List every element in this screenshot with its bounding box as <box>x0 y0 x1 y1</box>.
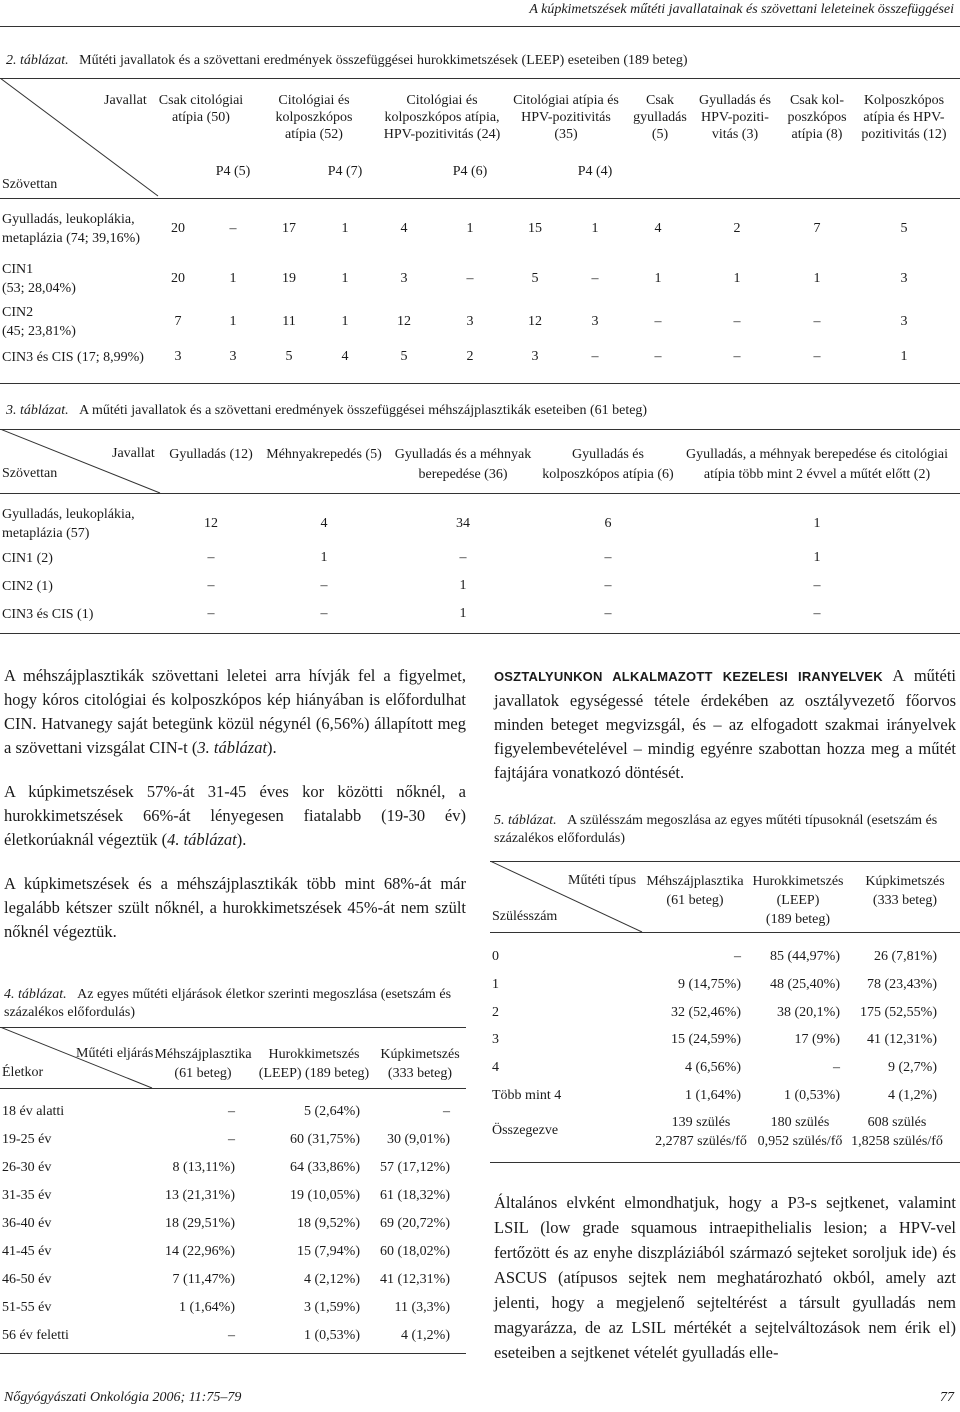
journal-citation: Nőgyógyászati Onkológia 2006; 11:75–79 <box>4 1390 242 1405</box>
table3-cell: 1 <box>459 578 467 593</box>
table4-cell: 60 (18,02%) <box>380 1244 450 1259</box>
table2-cell: 3 <box>591 314 599 329</box>
table5-col-header-line: (61 beteg) <box>666 893 724 908</box>
table3-corner-bottom: Szövettan <box>2 466 58 481</box>
table2-cell: 2 <box>733 221 741 236</box>
table3-col-header <box>395 445 531 485</box>
table3-cell: – <box>320 606 328 621</box>
table4-cell: 3 (1,59%) <box>304 1300 360 1315</box>
table3-col-header-line: Gyulladás, a méhnyak berepedése és citológiai <box>685 447 949 462</box>
table3-row-label <box>2 505 135 543</box>
table3-cell: 34 <box>456 516 470 531</box>
table3-cell: – <box>604 578 612 593</box>
table4-row-label: 36-40 év <box>2 1216 52 1231</box>
table3-cell: – <box>813 578 821 593</box>
table4-col-header-line: (LEEP) (189 beteg) <box>258 1066 370 1081</box>
table4 <box>0 1027 466 1353</box>
table2-corner-bottom: Szövettan <box>2 177 58 192</box>
table2-cell: 2 <box>466 349 474 364</box>
table5-caption-text: A szülésszám megoszlása az egyes műtéti típusoknál (esetszám és százalékos előfordulás) <box>494 813 938 846</box>
table5-col-header-line: Kúpkimetszés <box>865 874 945 889</box>
table2-row-label-line: (45; 23,81%) <box>2 324 76 339</box>
table4-cell: 19 (10,05%) <box>290 1188 360 1203</box>
table2-col-header-line: kolposzkópos atípia, <box>384 110 500 125</box>
table2-cell: 4 <box>400 221 408 236</box>
table2-cell: 1 <box>341 221 349 236</box>
table3-row-label <box>2 549 53 568</box>
table5-cell: 32 (52,46%) <box>671 1005 741 1020</box>
table2-caption <box>6 52 956 70</box>
table5-cell: – <box>734 949 741 964</box>
table2-col-header-line: Csak citológiai <box>158 93 244 108</box>
table5-head-rule <box>490 932 960 933</box>
table3 <box>0 429 960 633</box>
table4-cell: 30 (9,01%) <box>387 1132 450 1147</box>
table4-bottom-rule <box>0 1353 466 1354</box>
table5-col-header-line: (189 beteg) <box>765 912 831 927</box>
table4-cell: 14 (22,96%) <box>165 1244 235 1259</box>
table4-cell: 64 (33,86%) <box>290 1160 360 1175</box>
table2-col-header <box>159 92 243 126</box>
table2-col-header-line: (5) <box>651 127 669 142</box>
table3-bottom-rule <box>0 633 960 634</box>
table2-cell: 1 <box>654 271 662 286</box>
table3-col-header-line: Gyulladás (12) <box>169 447 253 462</box>
table3-col-header-line: Méhnyakrepedés (5) <box>266 447 382 462</box>
table2-col-header <box>276 92 353 143</box>
table2-cell: 12 <box>528 314 542 329</box>
table2-col-header-line: Gyulladás és <box>699 93 771 108</box>
table5-row-label: 3 <box>492 1032 499 1047</box>
table4-cell: – <box>228 1132 235 1147</box>
table5-label: 5. táblázat. <box>494 813 557 828</box>
table2-cell: – <box>591 349 599 364</box>
table5 <box>490 861 960 1162</box>
table2-col-header-line: Citológiai és <box>278 93 350 108</box>
table3-row-label <box>2 605 93 624</box>
left-column-text <box>4 664 466 964</box>
table2-cell: 20 <box>171 221 185 236</box>
table2-row-label-line: metaplázia (74; 39,16%) <box>2 231 141 246</box>
table2-col-header-line: Kolposzkópos <box>863 93 945 108</box>
table3-row-label-line: CIN2 (1) <box>2 579 53 594</box>
table2-col-header-line: kolposzkópos <box>275 110 353 125</box>
table2-col-header-line: poszkópos <box>787 110 847 125</box>
table2-caption-text: Műtéti javallatok és a szövettani eredmények összefüggései hurokkimetszések (LEEP) eseteiben (189 beteg) <box>79 53 688 68</box>
table3-row-label-line: CIN3 és CIS (1) <box>2 607 94 622</box>
table2-col-header-line: HPV-pozitivitás (24) <box>383 127 501 142</box>
table3-cell: 1 <box>320 550 328 565</box>
table4-row-label: 31-35 év <box>2 1188 52 1203</box>
table4-cell: 41 (12,31%) <box>380 1272 450 1287</box>
table3-col-header <box>266 445 381 465</box>
table2-cell: 1 <box>341 271 349 286</box>
table2-cell: – <box>733 314 741 329</box>
table5-row-label: Összegezve <box>492 1123 559 1138</box>
table4-label: 4. táblázat. <box>4 987 67 1002</box>
table2-cell: – <box>813 314 821 329</box>
left-paragraph-2: A kúpkimetszések 57%-át 31-45 éves kor közötti nőknél, a hurokkimetszések 66%-át lényegesen fiatalabb (19-30 év) életkorúaknál végeztük (4. táblázat). <box>4 782 466 849</box>
table2-cell: – <box>466 271 474 286</box>
table2-row-label <box>2 260 76 298</box>
table4-cell: 13 (21,31%) <box>165 1188 235 1203</box>
table5-cell: 4 (6,56%) <box>685 1060 741 1075</box>
table3-col-header <box>542 445 673 485</box>
table4-cell: 1 (1,64%) <box>179 1300 235 1315</box>
table5-cell: 1 (1,64%) <box>685 1088 741 1103</box>
table4-row-label: 41-45 év <box>2 1244 52 1259</box>
table2-cell: 7 <box>174 314 182 329</box>
table2-corner-top: Javallat <box>104 93 147 108</box>
table2-cell: – <box>813 349 821 364</box>
table2-col-header-line: gyulladás <box>633 110 687 125</box>
table4-head-rule <box>0 1088 466 1089</box>
table2-cell: 1 <box>229 314 237 329</box>
table3-cell: – <box>207 550 215 565</box>
left-paragraph-3: A kúpkimetszések és a méhszájplasztikák több mint 68%-át már legalább kétszer szült nőknél, a hurokkimetszések 45%-át nem szült nőknél végeztük. <box>4 874 466 941</box>
table4-row-label: 18 év alatti <box>2 1104 65 1119</box>
table2-cell: 1 <box>591 221 599 236</box>
table2-cell: 5 <box>531 271 539 286</box>
table2-col-header-line: atípia (52) <box>285 127 343 142</box>
table2-cell: 5 <box>400 349 408 364</box>
table4-cell: 8 (13,11%) <box>172 1160 235 1175</box>
table3-row-label <box>2 577 53 596</box>
table2-col-header-line: Citológiai és <box>406 93 478 108</box>
table4-row-label: 26-30 év <box>2 1160 52 1175</box>
table4-cell: 4 (1,2%) <box>401 1328 450 1343</box>
table3-caption-text: A műtéti javallatok és a szövettani eredmények összefüggései méhszájplasztikák eseteiben (61 beteg) <box>79 403 648 418</box>
table2-cell: 5 <box>900 221 908 236</box>
table2-bottom-rule <box>0 383 960 384</box>
table2-p4-label: P4 (5) <box>215 164 251 179</box>
table4-cell: 61 (18,32%) <box>380 1188 450 1203</box>
table4-col-header <box>259 1045 369 1083</box>
table2-cell: 3 <box>229 349 237 364</box>
table3-col-header <box>169 445 253 465</box>
table3-cell: 1 <box>459 606 467 621</box>
table3-cell: – <box>207 578 215 593</box>
table4-cell: 1 (0,53%) <box>304 1328 360 1343</box>
table2-row-label-line: Gyulladás, leukoplákia, <box>2 212 135 227</box>
table4-row-label: 51-55 év <box>2 1300 52 1315</box>
table2-col-header-line: pozitivitás (12) <box>861 127 947 142</box>
table4-row-label: 19-25 év <box>2 1132 52 1147</box>
table4-cell: 15 (7,94%) <box>297 1244 360 1259</box>
table4-corner-top: Műtéti eljárás <box>76 1046 154 1061</box>
table2-cell: 3 <box>174 349 182 364</box>
table5-cell: – <box>833 1060 840 1075</box>
table4-cell: 69 (20,72%) <box>380 1216 450 1231</box>
table3-cell: – <box>207 606 215 621</box>
table2-p4-label: P4 (4) <box>577 164 613 179</box>
table5-cell: 17 (9%) <box>794 1032 840 1047</box>
table2-cell: – <box>654 314 662 329</box>
table2-p4-label: P4 (6) <box>452 164 488 179</box>
table2-col-header <box>861 92 946 143</box>
table2-row-label-line: CIN2 <box>2 305 34 320</box>
table5-cell-line: 139 szülés <box>671 1115 731 1130</box>
table5-cell: 1 (0,53%) <box>784 1088 840 1103</box>
table2-cell: 3 <box>400 271 408 286</box>
table3-cell: – <box>604 550 612 565</box>
table4-cell: 11 (3,3%) <box>394 1300 450 1315</box>
table2-cell: – <box>229 221 237 236</box>
table2-cell: – <box>733 349 741 364</box>
table3-label: 3. táblázat. <box>6 403 69 418</box>
table2-cell: 1 <box>466 221 474 236</box>
table2-col-header-line: Csak <box>646 93 674 108</box>
table5-col-header-line: (LEEP) <box>776 893 820 908</box>
table5-cell: 41 (12,31%) <box>867 1032 937 1047</box>
table2-col-header-line: Csak kol- <box>789 93 845 108</box>
table5-corner-bottom: Szülésszám <box>492 909 558 924</box>
table2-cell: 19 <box>282 271 296 286</box>
table2-col-header-line: (35) <box>554 127 578 142</box>
page-number: 77 <box>940 1390 954 1405</box>
table3-cell: – <box>813 606 821 621</box>
table4-col-header <box>154 1045 251 1083</box>
table2-cell: 7 <box>813 221 821 236</box>
table4-cell: – <box>228 1104 235 1119</box>
guidelines-heading: OSZTALYUNKON ALKALMAZOTT KEZELESI IRANYELVEK <box>494 669 883 684</box>
left-paragraph-1: A méhszájplasztikák szövettani leletei arra hívják fel a figyelmet, hogy kóros citológiai és kolposzkópos kép hiányában is előfordulhat CIN. Hatvanegy saját betegünk közül négynél (6,56%) állapított meg a szövettani vizsgálat CIN-t (3. táblázat). <box>4 666 466 757</box>
table2-row-label-line: (53; 28,04%) <box>2 281 76 296</box>
table3-cell: – <box>459 550 467 565</box>
table2-cell: 20 <box>171 271 185 286</box>
table3-col-header <box>686 445 948 485</box>
table5-cell-line: 608 szülés <box>867 1115 927 1130</box>
running-title: A kúpkimetszések műtéti javallatainak és szövettani leleteinek összefüggései <box>529 2 954 17</box>
right-paragraph-2: Általános elvként elmondhatjuk, hogy a P3-s sejtkenet, valamint LSIL (low grade squamous intraepithelialis lesion; a HPV-vel fertőzött és az enyhe diszpláziából származó sejteket soroljuk ide) és ASCUS (atípusos sejtek nem meghatározható okból, amely azt jelenti, hogy a megjelenő sejteltérést a társult gyulladás nem magyarázza, de az LSIL mértékét a sejtelváltozások nem érik el) eseteiben a sejtkenet vételét gyulladás elle- <box>494 1193 956 1362</box>
table2-row-label <box>2 348 144 367</box>
table5-cell: 9 (14,75%) <box>678 977 741 992</box>
table3-corner-top: Javallat <box>112 446 155 461</box>
table5-cell: 15 (24,59%) <box>671 1032 741 1047</box>
table3-caption <box>6 402 956 420</box>
table5-col-header <box>753 872 844 929</box>
table4-reference: 4. táblázat <box>167 830 237 849</box>
table5-row-label: Több mint 4 <box>492 1088 562 1103</box>
table4-row-label: 46-50 év <box>2 1272 52 1287</box>
table3-cell: – <box>320 578 328 593</box>
table3-cell: 1 <box>813 516 821 531</box>
table5-cell: 26 (7,81%) <box>874 949 937 964</box>
table5-corner-top: Műtéti típus <box>568 873 637 888</box>
table2-cell: 3 <box>531 349 539 364</box>
table4-cell: – <box>228 1328 235 1343</box>
table4-cell: 60 (31,75%) <box>290 1132 360 1147</box>
table4-caption-text: Az egyes műtéti eljárások életkor szerinti megoszlása (esetszám és százalékos előfordulás) <box>4 987 452 1020</box>
table5-cell <box>758 1113 843 1151</box>
table4-cell: – <box>443 1104 450 1119</box>
table3-head-rule <box>0 493 960 494</box>
table2-col-header-line: vitás (3) <box>711 127 759 142</box>
table5-cell <box>655 1113 747 1151</box>
table2-cell: – <box>591 271 599 286</box>
table5-col-header <box>646 872 743 910</box>
table4-col-header <box>380 1045 459 1083</box>
table2-cell: 4 <box>654 221 662 236</box>
table4-cell: 7 (11,47%) <box>172 1272 235 1287</box>
table3-cell: 6 <box>604 516 612 531</box>
table2-cell: 5 <box>285 349 293 364</box>
table5-col-header-line: (333 beteg) <box>872 893 938 908</box>
table4-cell: 57 (17,12%) <box>380 1160 450 1175</box>
table3-col-header-line: kolposzkópos atípia (6) <box>542 467 674 482</box>
table2-col-header-line: HPV-poziti- <box>701 110 769 125</box>
table3-cell: – <box>604 606 612 621</box>
table2-cell: 17 <box>282 221 296 236</box>
table4-row-label: 56 év feletti <box>2 1328 69 1343</box>
table5-cell: 48 (25,40%) <box>770 977 840 992</box>
table2 <box>0 78 960 383</box>
table5-cell-line: 1,8258 szülés/fő <box>851 1134 943 1149</box>
table3-row-label-line: metaplázia (57) <box>2 526 90 541</box>
table5-row-label: 0 <box>492 949 499 964</box>
table2-label: 2. táblázat. <box>6 53 69 68</box>
table3-cell: 4 <box>320 516 328 531</box>
table5-bottom-rule <box>490 1162 960 1163</box>
table4-col-header-line: (61 beteg) <box>174 1066 232 1081</box>
table3-col-header-line: Gyulladás és a méhnyak <box>394 447 532 462</box>
table2-col-header <box>384 92 501 143</box>
table2-head-rule <box>0 198 960 199</box>
table4-cell: 4 (2,12%) <box>304 1272 360 1287</box>
table2-cell: 1 <box>813 271 821 286</box>
table5-cell-line: 180 szülés <box>770 1115 830 1130</box>
table2-cell: – <box>654 349 662 364</box>
table3-col-header-line: atípia több mint 2 évvel a műtét előtt (2) <box>703 467 931 482</box>
table2-cell: 1 <box>900 349 908 364</box>
table2-cell: 3 <box>466 314 474 329</box>
table4-cell: 18 (29,51%) <box>165 1216 235 1231</box>
table4-corner-bottom: Életkor <box>2 1065 44 1080</box>
table2-col-header-line: HPV-pozitivitás <box>521 110 611 125</box>
table5-row-label: 2 <box>492 1005 499 1020</box>
table2-col-header <box>633 92 687 143</box>
table5-cell: 78 (23,43%) <box>867 977 937 992</box>
table5-cell: 85 (44,97%) <box>770 949 840 964</box>
table2-cell: 15 <box>528 221 542 236</box>
table5-col-header-line: Méhszájplasztika <box>646 874 744 889</box>
table2-cell: 4 <box>341 349 349 364</box>
table5-col-header-line: Hurokkimetszés <box>752 874 844 889</box>
table5-cell: 38 (20,1%) <box>777 1005 840 1020</box>
table5-cell: 175 (52,55%) <box>860 1005 937 1020</box>
table5-row-label: 1 <box>492 977 499 992</box>
table2-col-header <box>513 92 619 143</box>
right-column-text <box>494 664 956 805</box>
table2-row-label <box>2 303 76 341</box>
table3-col-header-line: berepedése (36) <box>418 467 508 482</box>
table3-row-label-line: CIN1 (2) <box>2 551 53 566</box>
table5-col-header <box>865 872 944 910</box>
table2-col-header-line: atípia (50) <box>172 110 230 125</box>
table2-col-header-line: atípia (8) <box>791 127 843 142</box>
table2-row-label-line: CIN3 és CIS (17; 8,99%) <box>2 350 144 365</box>
table2-cell: 1 <box>229 271 237 286</box>
table5-row-label: 4 <box>492 1060 499 1075</box>
table2-cell: 11 <box>282 314 296 329</box>
table2-cell: 1 <box>341 314 349 329</box>
table5-cell-line: 0,952 szülés/fő <box>757 1134 843 1149</box>
table4-col-header-line: Kúpkimetszés <box>380 1047 460 1062</box>
table5-cell <box>851 1113 943 1151</box>
table4-col-header-line: Hurokkimetszés <box>268 1047 360 1062</box>
table5-cell: 4 (1,2%) <box>888 1088 937 1103</box>
table3-row-label-line: Gyulladás, leukoplákia, <box>2 507 135 522</box>
table4-cell: 5 (2,64%) <box>304 1104 360 1119</box>
table2-col-header <box>787 92 846 143</box>
header-rule <box>0 26 960 27</box>
table5-caption <box>494 812 956 848</box>
table2-col-header <box>699 92 771 143</box>
table4-col-header-line: (333 beteg) <box>387 1066 453 1081</box>
table5-cell-line: 2,2787 szülés/fő <box>655 1134 747 1149</box>
table5-cell: 9 (2,7%) <box>888 1060 937 1075</box>
table2-p4-label: P4 (7) <box>327 164 363 179</box>
table4-cell: 18 (9,52%) <box>297 1216 360 1231</box>
right-paragraph-1: OSZTALYUNKON ALKALMAZOTT KEZELESI IRANYELVEK A műtéti javallatok egységessé tétele érdekében az osztályvezető főorvos minden beteget megvizsgál, és – az elfogadott szakmai irányelvek figyelembevételével – mindig egyénre szabottan hozza meg a műtét fajtájára vonatkozó döntését. <box>494 666 956 782</box>
table3-cell: 1 <box>813 550 821 565</box>
table2-col-header-line: Citológiai atípia és <box>513 93 619 108</box>
table3-reference: 3. táblázat <box>197 738 268 757</box>
table2-cell: 1 <box>733 271 741 286</box>
table2-col-header-line: atípia és HPV- <box>863 110 945 125</box>
table2-cell: 12 <box>397 314 411 329</box>
table3-col-header-line: Gyulladás és <box>572 447 644 462</box>
table3-cell: 12 <box>204 516 218 531</box>
table4-col-header-line: Méhszájplasztika <box>154 1047 252 1062</box>
table2-row-label-line: CIN1 <box>2 262 34 277</box>
table2-cell: 3 <box>900 314 908 329</box>
table2-cell: 3 <box>900 271 908 286</box>
table2-row-label <box>2 210 140 248</box>
table4-caption <box>4 986 466 1022</box>
